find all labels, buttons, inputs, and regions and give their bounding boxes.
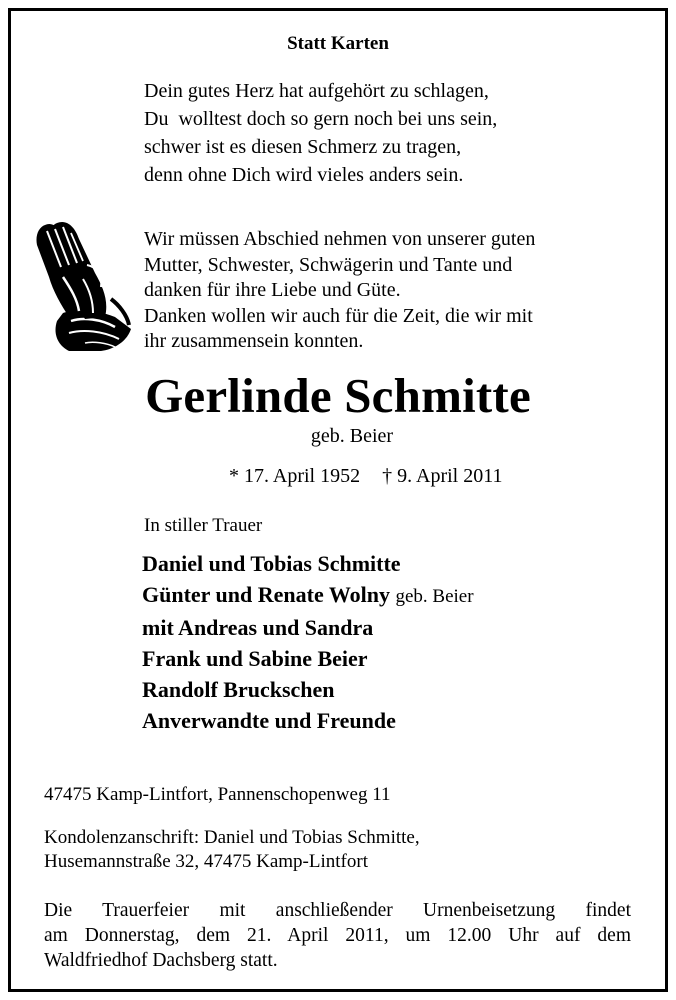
mourner-entry (142, 612, 474, 643)
farewell-line: Wir müssen Abschied nehmen von unserer guten (144, 228, 536, 250)
birth-date: * 17. April 1952 (229, 465, 361, 487)
condolence-line: Husemannstraße 32, 47475 Kamp-Lintfort (44, 851, 368, 872)
mourner-name: Randolf Bruckschen (142, 677, 335, 702)
condolence-line: Kondolenzanschrift: Daniel und Tobias Schmitte, (44, 827, 420, 848)
mourner-entry (142, 705, 474, 736)
poem-line: Dein gutes Herz hat aufgehört zu schlagen, (144, 80, 489, 102)
farewell-line: Danken wollen wir auch für die Zeit, die wir mit (144, 304, 533, 327)
mourner-entry (142, 548, 474, 579)
death-date: † 9. April 2011 (382, 465, 503, 487)
service-info (44, 898, 631, 973)
mourner-name: Günter und Renate Wolny (142, 582, 390, 607)
deceased-name: Gerlinde Schmitte (145, 368, 531, 423)
poem-line: schwer ist es diesen Schmerz zu tragen, (144, 136, 462, 158)
service-line: am Donnerstag, dem 21. April 2011, um 12.00 Uhr auf dem (44, 925, 631, 946)
service-line: Waldfriedhof Dachsberg statt. (44, 950, 278, 971)
condolence-address (44, 826, 420, 874)
mourner-entry (142, 674, 474, 705)
poem-line: denn ohne Dich wird vieles anders sein. (144, 164, 464, 186)
mourner-name: Anverwandte und Freunde (142, 708, 396, 733)
farewell-text (144, 227, 535, 355)
header-title: Statt Karten (287, 33, 389, 54)
poem (144, 77, 497, 189)
maiden-name: geb. Beier (310, 425, 394, 447)
mourner-name: mit Andreas und Sandra (142, 615, 374, 640)
mourning-intro: In stiller Trauer (144, 515, 263, 536)
mourner-entry (142, 643, 474, 674)
life-dates (229, 465, 503, 488)
mourner-note: geb. Beier (395, 586, 474, 607)
service-line: Die Trauerfeier mit anschließender Urnenbeisetzung findet (44, 900, 631, 921)
praying-hands-icon (23, 217, 135, 353)
mourner-list (142, 548, 474, 736)
farewell-line: ihr zusammensein konnten. (144, 330, 364, 352)
farewell-line: danken für ihre Liebe und Güte. (144, 279, 401, 301)
mourner-entry (142, 579, 474, 612)
mourner-name: Frank und Sabine Beier (142, 646, 368, 671)
obituary-notice (8, 8, 668, 992)
poem-line: Du wolltest doch so gern noch bei uns sein, (144, 108, 498, 130)
mourner-name: Daniel und Tobias Schmitte (142, 551, 401, 576)
farewell-line: Mutter, Schwester, Schwägerin und Tante und (144, 253, 513, 276)
home-address: 47475 Kamp-Lintfort, Pannenschopenweg 11 (44, 784, 391, 805)
